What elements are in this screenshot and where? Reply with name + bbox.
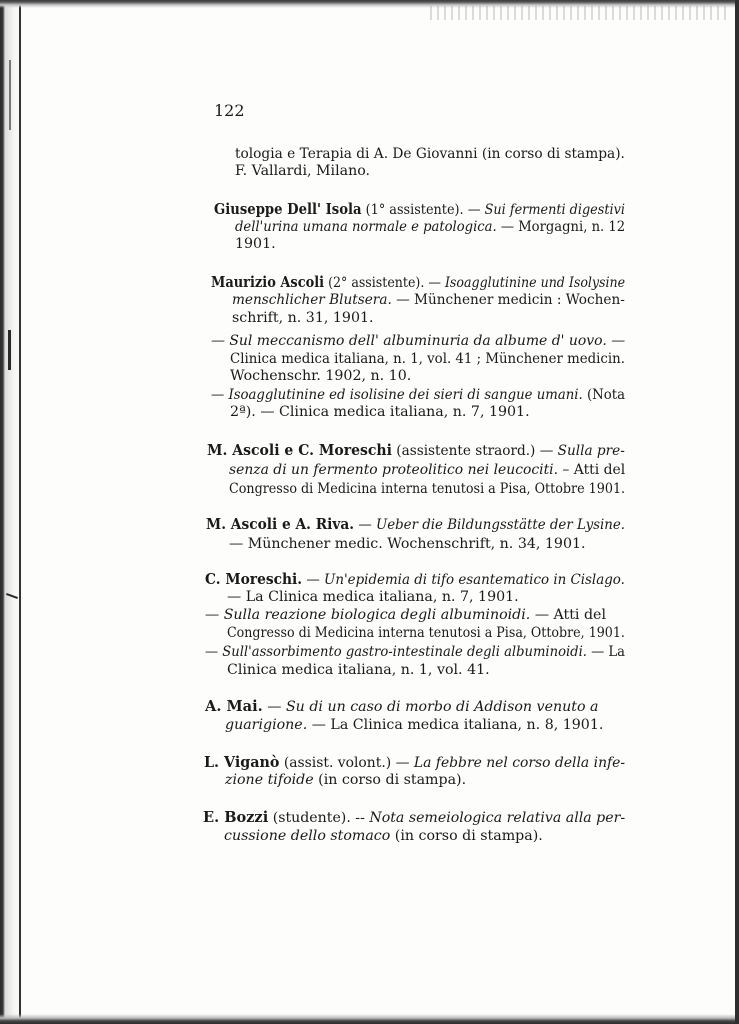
author-role: — [302, 572, 325, 588]
work-title: dell'urina umana normale e patologica. [235, 219, 497, 235]
author-role: (assistente straord.) — [391, 443, 558, 459]
entry-continuation-line-2: F. Vallardi, Milano. [235, 163, 371, 179]
work-title: senza di un fermento proteolitico nei leucociti. [229, 462, 559, 478]
entry-line: Clinica medica italiana, n. 1, vol. 41. [227, 662, 490, 678]
work-title: menschlicher Blutsera. [232, 292, 392, 308]
entry-line: Congresso di Medicina interna tenutosi a Pisa, Ottobre, 1901. [227, 625, 625, 641]
sub-entry-title: — Isoagglutinine ed isolisine dei sieri di sangue umani. [211, 387, 583, 403]
work-title: La febbre nel corso della infe- [413, 755, 626, 771]
entry-line: 1901. [235, 236, 276, 252]
scan-mark [8, 330, 11, 370]
work-title: Un'epidemia di tifo esantematico in Cislago. [324, 572, 625, 588]
scan-right-edge [735, 0, 739, 1024]
citation: — Atti del [530, 607, 606, 623]
entry-line: schrift, n. 31, 1901. [232, 310, 374, 326]
page-number: 122 [214, 101, 245, 120]
entry-line [225, 717, 603, 734]
entry-line: 2ª). — Clinica medica italiana, n. 7, 1901. [230, 404, 530, 420]
entry-line [229, 462, 625, 479]
scan-bottom-edge [0, 1014, 739, 1024]
author-role: (studente). -- [268, 810, 370, 826]
entry-continuation-line-1: tologia e Terapia di A. De Giovanni (in corso di stampa). [235, 146, 625, 162]
author-role: — [262, 699, 286, 715]
entry-dell-isola [214, 201, 625, 219]
work-title: zione tifoide [225, 772, 314, 788]
entry-line [224, 828, 543, 845]
sub-entry-title: — Sull'assorbimento gastro-intestinale degli albuminoidi. [205, 644, 587, 660]
entry-line: — Münchener medic. Wochenschrift, n. 34, 1901. [229, 536, 586, 552]
work-title: Sulla pre- [557, 443, 625, 459]
work-title: Ueber die Bildungsstätte der Lysine. [375, 517, 626, 533]
sub-entry-title: — Sulla reazione biologica degli albuminoidi. [205, 607, 531, 623]
entry-line: Wochenschr. 1902, n. 10. [230, 368, 412, 384]
author-name: M. Ascoli e C. Moreschi [207, 442, 392, 459]
sub-entry [205, 644, 625, 661]
scan-binding-line [19, 0, 21, 1024]
entry-line: Congresso di Medicina interna tenutosi a Pisa, Ottobre 1901. [229, 481, 626, 497]
entry-ascoli-moreschi [207, 442, 625, 460]
author-name: A. Mai. [205, 698, 263, 715]
scan-top-speckle [430, 6, 730, 20]
author-name: Giuseppe Dell' Isola [214, 201, 362, 218]
citation: (in corso di stampa). [390, 828, 543, 844]
citation: (in corso di stampa). [313, 772, 467, 788]
work-title: guarigione. [225, 717, 308, 733]
author-role: (2° assistente). — [324, 275, 445, 291]
citation: – Atti del [558, 462, 626, 478]
entry-line [235, 219, 625, 236]
citation: — La Clinica medica italiana, n. 8, 1901. [307, 717, 604, 733]
work-title: Isoagglutinine und Isolysine [444, 275, 626, 291]
author-role: — [354, 517, 376, 533]
work-title: Nota semeiologica relativa alla per- [369, 810, 626, 826]
author-role: (assist. volont.) — [279, 755, 414, 771]
entry-maurizio-ascoli [211, 274, 625, 292]
entry-mai [205, 698, 598, 716]
author-name: M. Ascoli e A. Riva. [206, 516, 355, 533]
author-name: C. Moreschi. [205, 571, 303, 588]
entry-line [225, 772, 466, 789]
citation: — Morgagni, n. 12 [496, 219, 626, 235]
sub-entry-title: — Sul meccanismo dell' albuminuria da albume d' uovo. — [211, 333, 626, 349]
author-name: Maurizio Ascoli [211, 274, 325, 291]
entry-ascoli-riva [206, 516, 625, 534]
citation: — La [586, 644, 625, 660]
entry-moreschi [205, 571, 625, 589]
sub-entry [205, 607, 606, 624]
entry-line: Clinica medica italiana, n. 1, vol. 41 ; Münchener medicin. [230, 351, 625, 367]
work-title: Su di un caso di morbo di Addison venuto a [285, 699, 599, 715]
citation: (Nota [582, 387, 626, 403]
entry-bozzi [203, 809, 625, 827]
sub-entry [211, 387, 625, 404]
citation: — Münchener medicin : Wochen- [391, 292, 625, 308]
work-title: cussione dello stomaco [224, 828, 391, 844]
entry-line: — La Clinica medica italiana, n. 7, 1901. [227, 589, 519, 605]
author-name: L. Viganò [204, 754, 280, 771]
entry-line [232, 292, 625, 309]
work-title: Sui fermenti digestivi [484, 202, 625, 218]
author-name: E. Bozzi [203, 809, 269, 826]
scan-mark [9, 60, 11, 130]
author-role: (1° assistente). — [361, 202, 485, 218]
entry-vigano [204, 754, 625, 772]
